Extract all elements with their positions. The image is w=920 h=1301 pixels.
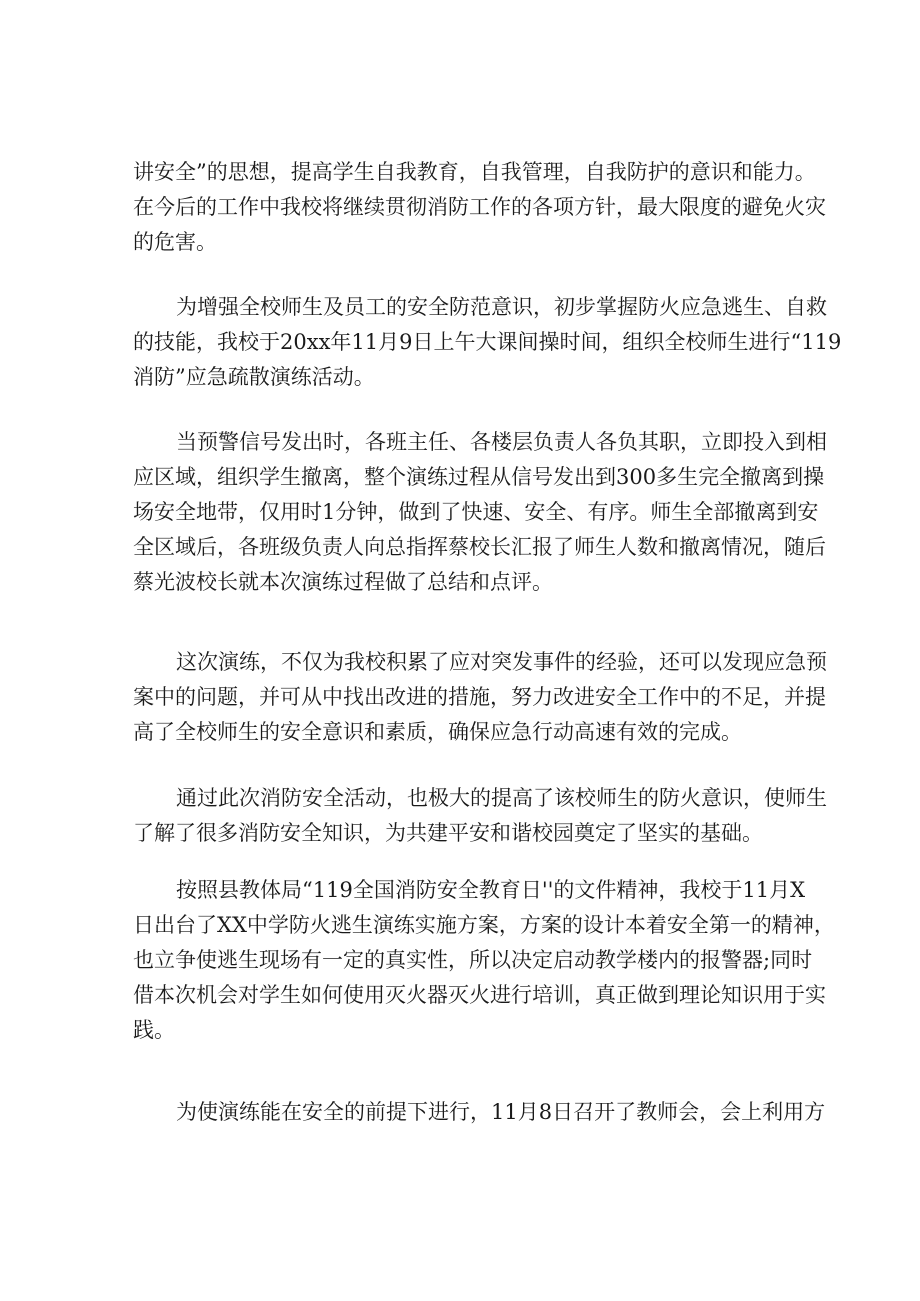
paragraph-line: 讲安全”的思想，提高学生自我教育，自我管理，自我防护的意识和能力。 <box>133 160 816 184</box>
paragraph-line: 场安全地带，仅用时1分钟，做到了快速、安全、有序。师生全部撤离到安 <box>133 500 819 524</box>
paragraph-line: 为增强全校师生及员工的安全防范意识，初步掌握防火应急逃生、自救 <box>176 295 827 319</box>
paragraph-line: 的技能，我校于20xx年11月9日上午大课间操时间，组织全校师生进行“119 <box>133 330 842 354</box>
paragraph-line: 了解了很多消防安全知识，为共建平安和谐校园奠定了坚实的基础。 <box>133 821 763 845</box>
paragraph-line: 蔡光波校长就本次演练过程做了总结和点评。 <box>133 570 553 594</box>
paragraph-3 <box>133 425 827 600</box>
paragraph-line: 的危害。 <box>133 230 217 254</box>
paragraph-line: 在今后的工作中我校将继续贯彻消防工作的各项方针，最大限度的避免火灾 <box>133 195 826 219</box>
paragraph-line: 高了全校师生的安全意识和素质，确保应急行动高速有效的完成。 <box>133 720 742 744</box>
paragraph-line: 这次演练，不仅为我校积累了应对突发事件的经验，还可以发现应急预 <box>176 650 827 674</box>
paragraph-line: 案中的问题，并可从中找出改进的措施，努力改进安全工作中的不足，并提 <box>133 685 826 709</box>
paragraph-line: 按照县教体局“119全国消防安全教育日''的文件精神，我校于11月X <box>176 878 806 902</box>
paragraph-line: 当预警信号发出时，各班主任、各楼层负责人各负其职，立即投入到相 <box>176 430 827 454</box>
paragraph-2 <box>133 290 842 395</box>
paragraph-line: 通过此次消防安全活动，也极大的提高了该校师生的防火意识，使师生 <box>176 786 827 810</box>
paragraph-line: 全区域后，各班级负责人向总指挥蔡校长汇报了师生人数和撤离情况，随后 <box>133 535 826 559</box>
paragraph-4 <box>133 645 827 750</box>
paragraph-6 <box>133 873 835 1048</box>
paragraph-line: 应区域，组织学生撤离，整个演练过程从信号发出到300多生完全撤离到操 <box>133 465 825 489</box>
paragraph-line: 也立争使逃生现场有一定的真实性，所以决定启动教学楼内的报警器;同时 <box>133 948 813 972</box>
paragraph-line: 借本次机会对学生如何使用灭火器灭火进行培训，真正做到理论知识用于实 <box>133 983 826 1007</box>
paragraph-7 <box>133 1095 826 1130</box>
paragraph-line: 践。 <box>133 1018 175 1042</box>
paragraph-5 <box>133 781 827 851</box>
paragraph-line: 为使演练能在安全的前提下进行，11月8日召开了教师会，会上利用方 <box>176 1100 826 1124</box>
paragraph-line: 消防”应急疏散演练活动。 <box>133 365 375 389</box>
paragraph-line: 日出台了XX中学防火逃生演练实施方案，方案的设计本着安全第一的精神， <box>133 913 835 937</box>
paragraph-1 <box>133 155 826 260</box>
